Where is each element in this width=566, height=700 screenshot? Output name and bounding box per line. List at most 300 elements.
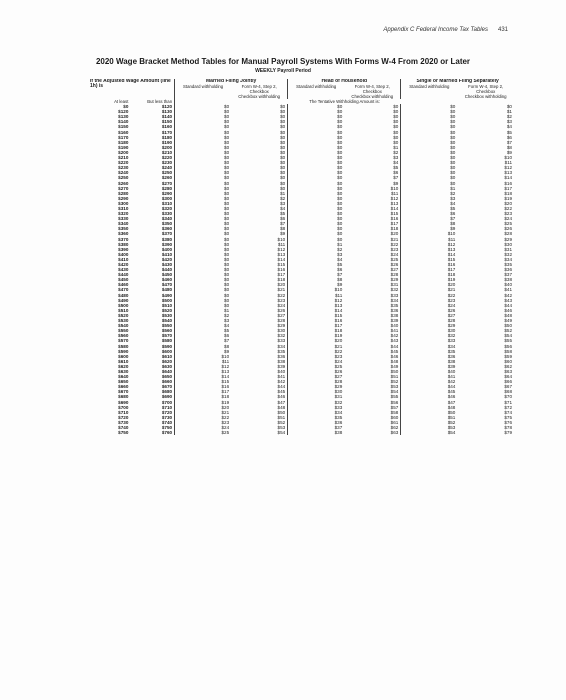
hoh-checkbox-cell: $15 <box>390 211 399 217</box>
form-label: Form W-4, Step 2, Checkbox <box>468 84 504 95</box>
hoh-standard-cell: $29 <box>288 384 345 389</box>
hoh-standard-cell: $0 <box>288 109 345 114</box>
hoh-checkbox-cell: $0 <box>393 129 399 135</box>
mfj-standard-cell: $0 <box>175 211 232 216</box>
single-standard-cell: $2 <box>401 191 458 196</box>
mfj-checkbox-cell: $52 <box>277 419 286 425</box>
mfj-checkbox-cell: $5 <box>280 211 286 217</box>
mfj-standard-cell: $22 <box>175 415 232 420</box>
single-standard-cell: $34 <box>401 344 458 349</box>
checkbox-label: Checkbox withholding <box>351 94 394 100</box>
hoh-checkbox-cell: $51 <box>390 374 399 380</box>
mfj-standard-cell: $7 <box>175 338 232 343</box>
single-checkbox-cell: $22 <box>504 205 512 211</box>
single-checkbox-cell: $37 <box>504 272 512 278</box>
at-least-cell: $200 <box>118 149 129 155</box>
mfj-standard-cell: $0 <box>175 109 232 114</box>
single-standard-cell: $1 <box>401 186 458 191</box>
hoh-standard-cell: $13 <box>288 303 345 308</box>
hoh-standard-cell: $30 <box>288 389 345 394</box>
mfj-standard-cell: $8 <box>175 344 232 349</box>
single-checkbox-cell: $55 <box>504 338 512 344</box>
but-less-cell: $330 <box>161 211 173 217</box>
mfj-standard-cell: $10 <box>175 354 232 359</box>
single-standard-cell: $3 <box>401 196 458 201</box>
mfj-checkbox-cell: $11 <box>277 241 286 247</box>
tentative-amount-header: The Tentative Withholding Amount is: <box>175 99 514 104</box>
single-checkbox-cell: $23 <box>504 211 512 217</box>
hoh-checkbox-cell: $18 <box>390 226 399 232</box>
single-checkbox-cell: $14 <box>504 175 512 181</box>
single-standard-cell: $0 <box>401 150 458 155</box>
single-checkbox-cell: $19 <box>504 195 512 201</box>
mfj-checkbox-cell: $34 <box>277 343 286 349</box>
hoh-standard-cell: $0 <box>288 186 345 191</box>
single-standard-cell: $0 <box>401 175 458 180</box>
single-standard-cell: $7 <box>401 216 458 221</box>
but-less-cell: $640 <box>161 368 173 374</box>
mfj-standard-cell: $0 <box>175 140 232 145</box>
at-least-cell: $170 <box>118 134 129 140</box>
mfj-standard-cell: $0 <box>175 226 232 231</box>
hoh-checkbox-cell: $0 <box>393 139 399 145</box>
mfj-standard-cell: $0 <box>175 186 232 191</box>
group-header-married: Married Filing Jointly <box>175 79 288 84</box>
single-standard-cell: $24 <box>401 303 458 308</box>
mfj-checkbox-cell: $0 <box>280 139 286 145</box>
single-checkbox-cell: $36 <box>504 267 512 273</box>
at-least-cell: $220 <box>118 160 129 166</box>
mfj-checkbox-cell: $30 <box>277 328 286 334</box>
mfj-standard-cell: $0 <box>175 170 232 175</box>
mfj-checkbox-cell: $0 <box>280 180 286 186</box>
but-less-cell: $430 <box>161 262 173 267</box>
hoh-checkbox-cell: $24 <box>390 251 399 257</box>
but-less-cell: $730 <box>161 414 173 420</box>
single-standard-cell: $26 <box>401 308 458 313</box>
mfj-standard-cell: $0 <box>175 221 232 226</box>
hoh-standard-cell: $0 <box>288 140 345 145</box>
hoh-standard-cell: $8 <box>288 277 345 282</box>
but-less-cell: $620 <box>161 358 173 364</box>
single-standard-cell: $11 <box>401 237 458 242</box>
mfj-standard-cell: $0 <box>175 165 232 170</box>
at-least-cell: $320 <box>118 211 129 217</box>
single-standard-cell: $28 <box>401 318 458 323</box>
single-standard-cell: $12 <box>401 242 458 247</box>
mfj-standard-cell: $0 <box>175 155 232 160</box>
single-standard-cell: $0 <box>401 119 458 124</box>
at-least-cell: $120 <box>118 109 129 115</box>
mfj-standard-cell: $0 <box>175 293 232 298</box>
single-checkbox-cell: $11 <box>504 160 512 166</box>
mfj-standard-cell: $6 <box>175 333 232 338</box>
hoh-checkbox-cell: $13 <box>390 200 399 206</box>
hoh-checkbox-cell: $6 <box>393 170 399 176</box>
single-standard-cell: $0 <box>401 140 458 145</box>
mfj-standard-cell: $0 <box>175 206 232 211</box>
hoh-checkbox-cell: $25 <box>390 256 399 262</box>
hoh-standard-cell: $1 <box>288 242 345 247</box>
hoh-standard-cell: $0 <box>288 150 345 155</box>
mfj-checkbox-cell: $54 <box>277 430 286 436</box>
mfj-standard-cell: $24 <box>175 425 232 430</box>
single-checkbox-cell: $68 <box>504 389 512 395</box>
at-least-cell: $160 <box>118 129 129 135</box>
mfj-checkbox-cell: $0 <box>280 129 286 135</box>
hoh-standard-cell: $0 <box>288 226 345 231</box>
mfj-checkbox-cell: $7 <box>280 221 286 227</box>
mfj-checkbox-cell: $0 <box>280 124 286 130</box>
single-standard-cell: $0 <box>401 155 458 160</box>
mfj-checkbox-cell: $0 <box>280 155 286 161</box>
mfj-standard-cell: $16 <box>175 384 232 389</box>
single-checkbox-cell: $40 <box>504 282 512 288</box>
hoh-standard-cell: $0 <box>288 119 345 124</box>
single-checkbox-cell: $56 <box>504 343 512 349</box>
hoh-checkbox-cell: $63 <box>390 430 399 436</box>
mfj-checkbox-cell: $18 <box>277 277 286 283</box>
at-least-cell: $610 <box>118 358 129 364</box>
but-less-cell: $410 <box>161 251 173 257</box>
hoh-checkbox-cell: $11 <box>390 190 399 196</box>
but-less-cell: $250 <box>161 170 173 176</box>
mfj-checkbox-cell: $51 <box>277 414 286 420</box>
single-checkbox-cell: $78 <box>504 425 512 430</box>
mfj-standard-cell: $0 <box>175 252 232 257</box>
mfj-standard-cell: $21 <box>175 410 232 415</box>
single-standard-cell: $0 <box>401 165 458 170</box>
at-least-cell: $350 <box>118 226 129 232</box>
amount-header: If the Adjusted Wage Amount (line 1h) is <box>90 79 171 90</box>
mfj-checkbox-cell: $0 <box>280 165 286 171</box>
hoh-checkbox-cell: $14 <box>390 205 399 211</box>
hoh-checkbox-cell: $26 <box>390 262 399 267</box>
but-less-cell: $490 <box>161 292 173 298</box>
mfj-standard-cell: $0 <box>175 242 232 247</box>
but-less-cell: $520 <box>161 307 173 313</box>
mfj-standard-cell: $0 <box>175 150 232 155</box>
mfj-standard-cell: $0 <box>175 282 232 287</box>
mfj-standard-cell: $0 <box>175 135 232 140</box>
mfj-checkbox-cell: $0 <box>280 114 286 120</box>
hoh-checkbox-cell: $60 <box>390 414 399 420</box>
at-least-cell: $460 <box>118 282 129 288</box>
single-standard-cell: $5 <box>401 206 458 211</box>
mfj-standard-cell: $3 <box>175 318 232 323</box>
mfj-standard-cell: $0 <box>175 175 232 180</box>
hoh-checkbox-cell: $38 <box>390 312 399 318</box>
at-least-cell: $420 <box>118 262 129 267</box>
mfj-checkbox-cell: $0 <box>280 160 286 166</box>
hoh-standard-cell: $0 <box>288 135 345 140</box>
single-standard-cell: $51 <box>401 415 458 420</box>
single-checkbox-cell: $63 <box>504 368 512 374</box>
at-least-cell: $470 <box>118 287 129 293</box>
single-checkbox-cell: $44 <box>504 302 512 308</box>
at-least-cell: $210 <box>118 155 129 161</box>
hoh-standard-cell: $14 <box>288 308 345 313</box>
single-standard-cell: $9 <box>401 226 458 231</box>
standard-header: Standard withholding <box>175 84 232 99</box>
but-less-cell: $680 <box>161 389 173 395</box>
at-least-header: At least <box>114 99 129 105</box>
mfj-checkbox-cell: $39 <box>277 363 286 369</box>
mfj-standard-cell: $2 <box>175 313 232 318</box>
single-checkbox-cell: $3 <box>506 119 512 125</box>
page-number: 431 <box>497 27 508 33</box>
hoh-checkbox-cell: $0 <box>393 124 399 130</box>
mfj-checkbox-cell: $3 <box>280 200 286 206</box>
but-less-cell: $670 <box>161 384 173 390</box>
at-least-cell: $580 <box>118 343 129 349</box>
hoh-checkbox-cell: $29 <box>390 277 399 283</box>
hoh-standard-cell: $18 <box>288 328 345 333</box>
mfj-standard-cell: $0 <box>175 145 232 150</box>
mfj-checkbox-cell: $17 <box>277 272 286 278</box>
hoh-standard-cell: $10 <box>288 287 345 292</box>
single-checkbox-cell: $24 <box>504 216 512 222</box>
mfj-checkbox-cell: $45 <box>277 389 286 395</box>
mfj-standard-cell: $0 <box>175 247 232 252</box>
but-less-cell: $720 <box>161 409 173 415</box>
mfj-checkbox-cell: $50 <box>277 409 286 415</box>
single-standard-cell: $27 <box>401 313 458 318</box>
mfj-standard-cell: $15 <box>175 379 232 384</box>
at-least-cell: $660 <box>118 384 129 390</box>
hoh-standard-cell: $0 <box>288 201 345 206</box>
but-less-cell: $750 <box>161 425 173 430</box>
single-standard-cell: $45 <box>401 389 458 394</box>
single-standard-cell: $0 <box>401 170 458 175</box>
table-subtitle: WEEKLY Payroll Period <box>255 68 311 74</box>
mfj-standard-cell: $0 <box>175 114 232 119</box>
single-checkbox-cell: $13 <box>504 170 512 176</box>
mfj-standard-cell: $17 <box>175 389 232 394</box>
but-less-cell: $580 <box>161 338 173 344</box>
mfj-checkbox-cell: $22 <box>277 292 286 298</box>
single-standard-cell: $16 <box>401 262 458 267</box>
single-checkbox-cell: $8 <box>506 144 512 150</box>
but-less-cell: $760 <box>161 430 173 436</box>
but-less-cell: $240 <box>161 165 173 171</box>
mfj-standard-cell: $25 <box>175 430 232 435</box>
single-standard-cell: $0 <box>401 160 458 165</box>
hoh-checkbox-cell: $20 <box>390 231 399 237</box>
at-least-cell: $710 <box>118 409 129 415</box>
but-less-cell: $600 <box>161 348 173 354</box>
single-standard-cell: $50 <box>401 410 458 415</box>
single-checkbox-cell: $54 <box>504 333 512 339</box>
but-less-cell: $400 <box>161 246 173 252</box>
mfj-checkbox-cell: $0 <box>280 170 286 176</box>
but-less-cell: $170 <box>161 129 173 135</box>
at-least-cell: $230 <box>118 165 129 171</box>
single-standard-cell: $0 <box>401 135 458 140</box>
at-least-cell: $380 <box>118 241 129 247</box>
wage-bracket-table <box>88 79 514 435</box>
single-checkbox-cell: $17 <box>504 185 512 191</box>
mfj-checkbox-cell: $20 <box>277 282 286 288</box>
hoh-standard-cell: $0 <box>288 196 345 201</box>
single-checkbox-cell: $0 <box>506 104 512 110</box>
at-least-cell: $750 <box>118 430 129 436</box>
single-standard-cell: $0 <box>401 114 458 119</box>
hoh-checkbox-cell: $50 <box>390 368 399 374</box>
mfj-checkbox-cell: $38 <box>277 358 286 364</box>
single-standard-cell: $18 <box>401 272 458 277</box>
single-checkbox-cell: $75 <box>504 414 512 420</box>
hoh-standard-cell: $20 <box>288 338 345 343</box>
single-standard-cell: $20 <box>401 282 458 287</box>
single-standard-cell: $23 <box>401 298 458 303</box>
single-checkbox-cell: $43 <box>504 297 512 303</box>
mfj-checkbox-cell: $48 <box>277 404 286 410</box>
mfj-checkbox-cell: $0 <box>280 149 286 155</box>
at-least-cell: $250 <box>118 175 129 181</box>
at-least-cell: $390 <box>118 246 129 252</box>
single-checkbox-cell: $70 <box>504 394 512 400</box>
but-less-cell: $630 <box>161 363 173 369</box>
mfj-standard-cell: $20 <box>175 405 232 410</box>
but-less-cell: $500 <box>161 297 173 303</box>
single-checkbox-cell: $18 <box>504 190 512 196</box>
at-least-cell: $680 <box>118 394 129 400</box>
hoh-standard-cell: $21 <box>288 344 345 349</box>
mfj-standard-cell: $0 <box>175 287 232 292</box>
but-less-cell: $470 <box>161 282 173 288</box>
hoh-standard-cell: $35 <box>288 415 345 420</box>
hoh-standard-cell: $19 <box>288 333 345 338</box>
hoh-checkbox-cell: $55 <box>390 394 399 400</box>
single-standard-cell: $47 <box>401 400 458 405</box>
group-header-single: Single or Married Filing Separately <box>401 79 514 84</box>
mfj-checkbox-cell: $24 <box>277 302 286 308</box>
hoh-checkbox-cell: $56 <box>390 399 399 405</box>
mfj-standard-cell: $0 <box>175 267 232 272</box>
but-less-cell: $560 <box>161 328 173 334</box>
but-less-cell: $550 <box>161 323 173 329</box>
mfj-standard-cell: $23 <box>175 420 232 425</box>
but-less-cell: $120 <box>161 104 173 110</box>
single-checkbox-cell: $35 <box>504 262 512 267</box>
hoh-checkbox-cell: $52 <box>390 379 399 385</box>
hoh-checkbox-cell: $42 <box>390 333 399 339</box>
single-checkbox-cell: $5 <box>506 129 512 135</box>
hoh-checkbox-cell: $43 <box>390 338 399 344</box>
single-standard-cell: $0 <box>401 130 458 135</box>
mfj-checkbox-cell: $0 <box>280 119 286 125</box>
hoh-checkbox-cell: $32 <box>390 287 399 293</box>
hoh-checkbox-cell: $48 <box>390 358 399 364</box>
hoh-standard-cell: $0 <box>288 114 345 119</box>
single-checkbox-cell: $50 <box>504 323 512 329</box>
mfj-standard-cell: $19 <box>175 400 232 405</box>
hoh-standard-cell: $0 <box>288 145 345 150</box>
mfj-checkbox-cell: $0 <box>280 104 286 110</box>
hoh-checkbox-cell: $0 <box>393 119 399 125</box>
single-checkbox-cell: $46 <box>504 307 512 313</box>
single-checkbox-cell: $48 <box>504 312 512 318</box>
but-less-cell: $220 <box>161 155 173 161</box>
at-least-cell: $700 <box>118 404 129 410</box>
at-least-cell: $360 <box>118 231 129 237</box>
hoh-standard-cell: $7 <box>288 272 345 277</box>
single-standard-cell: $0 <box>401 104 458 109</box>
mfj-checkbox-cell: $47 <box>277 399 286 405</box>
but-less-cell: $160 <box>161 124 173 130</box>
single-standard-cell: $46 <box>401 394 458 399</box>
hoh-standard-cell: $11 <box>288 293 345 298</box>
hoh-checkbox-cell: $0 <box>393 134 399 140</box>
mfj-standard-cell: $0 <box>175 262 232 267</box>
but-less-cell: $310 <box>161 200 173 206</box>
but-less-cell: $740 <box>161 419 173 425</box>
single-standard-cell: $21 <box>401 287 458 292</box>
table-title: 2020 Wage Bracket Method Tables for Manual Payroll Systems With Forms W-4 From 2020 or Later <box>95 57 471 66</box>
but-less-cell: $660 <box>161 379 173 385</box>
mfj-standard-cell: $18 <box>175 394 232 399</box>
form-label: Form W-4, Step 2, Checkbox <box>354 84 390 95</box>
at-least-cell: $310 <box>118 205 129 211</box>
mfj-checkbox-cell: $28 <box>277 318 286 324</box>
at-least-cell: $290 <box>118 195 129 201</box>
table-row <box>88 430 514 435</box>
single-checkbox-cell: $10 <box>504 155 512 161</box>
at-least-cell: $500 <box>118 302 129 308</box>
mfj-standard-cell: $1 <box>175 308 232 313</box>
mfj-standard-cell: $0 <box>175 181 232 186</box>
single-standard-cell: $14 <box>401 252 458 257</box>
but-less-cell: $340 <box>161 216 173 222</box>
but-less-cell: $530 <box>161 312 173 318</box>
hoh-standard-cell: $23 <box>288 354 345 359</box>
mfj-checkbox-cell: $23 <box>277 297 286 303</box>
at-least-cell: $270 <box>118 185 129 191</box>
at-least-cell: $150 <box>118 124 129 130</box>
running-header-text: Appendix C Federal Income Tax Tables <box>383 27 488 33</box>
single-checkbox-cell: $7 <box>506 139 512 145</box>
hoh-standard-cell: $31 <box>288 394 345 399</box>
hoh-standard-cell: $27 <box>288 374 345 379</box>
at-least-cell: $280 <box>118 190 129 196</box>
hoh-standard-cell: $2 <box>288 247 345 252</box>
at-least-cell: $340 <box>118 221 129 227</box>
hoh-standard-cell: $0 <box>288 216 345 221</box>
but-less-cell: $300 <box>161 195 173 201</box>
single-checkbox-cell: $34 <box>504 256 512 262</box>
mfj-checkbox-cell: $33 <box>277 338 286 344</box>
at-least-cell: $480 <box>118 292 129 298</box>
single-standard-cell: $38 <box>401 359 458 364</box>
single-checkbox-cell: $20 <box>504 200 512 206</box>
single-standard-cell: $41 <box>401 374 458 379</box>
at-least-cell: $430 <box>118 267 129 273</box>
mfj-standard-cell: $12 <box>175 364 232 369</box>
hoh-checkbox-cell: $28 <box>390 272 399 278</box>
mfj-standard-cell: $0 <box>175 216 232 221</box>
single-checkbox-cell: $59 <box>504 353 512 359</box>
mfj-checkbox-cell: $2 <box>280 195 286 201</box>
mfj-checkbox-cell: $44 <box>277 384 286 390</box>
single-standard-cell: $32 <box>401 333 458 338</box>
but-less-cell: $480 <box>161 287 173 293</box>
mfj-standard-cell: $0 <box>175 201 232 206</box>
hoh-standard-cell: $0 <box>288 221 345 226</box>
mfj-checkbox-cell: $10 <box>277 236 286 242</box>
mfj-checkbox-cell: $40 <box>277 368 286 374</box>
mfj-standard-cell: $13 <box>175 369 232 374</box>
